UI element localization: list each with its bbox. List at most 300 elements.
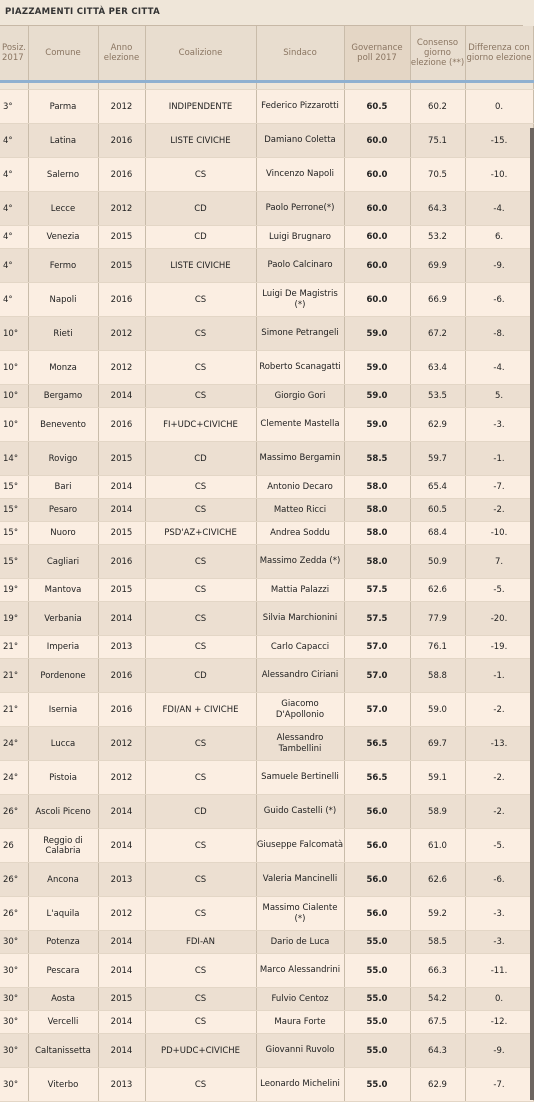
cell-governance: 56.0 bbox=[344, 795, 410, 829]
cell-comune: Pescara bbox=[28, 954, 98, 988]
cell-pos: 4° bbox=[0, 226, 28, 249]
cell-differenza: -1. bbox=[465, 442, 533, 476]
cell-governance: 60.0 bbox=[344, 124, 410, 158]
cell-sindaco: Massimo Cialente (*) bbox=[256, 897, 344, 931]
cell-comune: Caltanissetta bbox=[28, 1034, 98, 1068]
table-row[interactable] bbox=[0, 795, 533, 829]
cell-consenso: 60.5 bbox=[410, 499, 465, 522]
cell-consenso: 58.8 bbox=[410, 659, 465, 693]
cell-comune: Aosta bbox=[28, 988, 98, 1011]
table-row[interactable] bbox=[0, 1034, 533, 1068]
cell-consenso: 59.1 bbox=[410, 761, 465, 795]
cell-governance: 60.0 bbox=[344, 158, 410, 192]
table-row[interactable] bbox=[0, 351, 533, 385]
cell-coalizione: CS bbox=[145, 385, 256, 408]
table-row[interactable] bbox=[0, 602, 533, 636]
cell-coalizione: CS bbox=[145, 476, 256, 499]
table-row[interactable] bbox=[0, 954, 533, 988]
cell-coalizione: CS bbox=[145, 1068, 256, 1102]
cell-consenso: 54.2 bbox=[410, 988, 465, 1011]
cell-comune: Parma bbox=[28, 90, 98, 124]
cell-consenso: 60.2 bbox=[410, 90, 465, 124]
cell-consenso: 62.6 bbox=[410, 579, 465, 602]
cell-anno: 2016 bbox=[98, 659, 145, 693]
cell-consenso: 50.9 bbox=[410, 545, 465, 579]
header-coalizione[interactable]: Coalizione bbox=[145, 26, 256, 82]
cell-comune: Viterbo bbox=[28, 1068, 98, 1102]
cell-governance: 55.0 bbox=[344, 1011, 410, 1034]
cell-differenza: -9. bbox=[465, 1034, 533, 1068]
cell-anno: 2012 bbox=[98, 317, 145, 351]
table-row[interactable] bbox=[0, 158, 533, 192]
cell-sindaco: Damiano Coletta bbox=[256, 124, 344, 158]
cell-coalizione: CS bbox=[145, 283, 256, 317]
cell-coalizione: CS bbox=[145, 897, 256, 931]
table-row[interactable] bbox=[0, 545, 533, 579]
cell-coalizione: CS bbox=[145, 988, 256, 1011]
cell-coalizione: CD bbox=[145, 442, 256, 476]
cell-anno: 2012 bbox=[98, 192, 145, 226]
cell-governance: 57.5 bbox=[344, 579, 410, 602]
header-sindaco[interactable]: Sindaco bbox=[256, 26, 344, 82]
cell-anno: 2015 bbox=[98, 249, 145, 283]
cell-consenso: 53.2 bbox=[410, 226, 465, 249]
cell-differenza: -20. bbox=[465, 602, 533, 636]
table-row[interactable] bbox=[0, 522, 533, 545]
cell-sindaco: Dario de Luca bbox=[256, 931, 344, 954]
cell-sindaco: Silvia Marchionini bbox=[256, 602, 344, 636]
cell-coalizione: CS bbox=[145, 829, 256, 863]
cell-coalizione: LISTE CIVICHE bbox=[145, 249, 256, 283]
cell-sindaco: Fulvio Centoz bbox=[256, 988, 344, 1011]
cell-differenza: -11. bbox=[465, 954, 533, 988]
cell-pos: 21° bbox=[0, 636, 28, 659]
cell-governance: 60.0 bbox=[344, 192, 410, 226]
header-anno[interactable]: Anno elezione bbox=[98, 26, 145, 82]
cell-coalizione: CS bbox=[145, 954, 256, 988]
cell-differenza: -6. bbox=[465, 283, 533, 317]
table-row[interactable] bbox=[0, 408, 533, 442]
cell-anno: 2012 bbox=[98, 727, 145, 761]
table-row[interactable] bbox=[0, 283, 533, 317]
cell-anno: 2016 bbox=[98, 545, 145, 579]
cell-pos: 15° bbox=[0, 476, 28, 499]
cell-consenso: 67.2 bbox=[410, 317, 465, 351]
cell-coalizione: CS bbox=[145, 351, 256, 385]
cell-coalizione: FDI-AN bbox=[145, 931, 256, 954]
cell-pos: 26° bbox=[0, 897, 28, 931]
cell-coalizione: CS bbox=[145, 761, 256, 795]
cell-anno: 2016 bbox=[98, 408, 145, 442]
cell-sindaco: Simone Petrangeli bbox=[256, 317, 344, 351]
cell-differenza: -10. bbox=[465, 522, 533, 545]
cell-governance: 55.0 bbox=[344, 1068, 410, 1102]
cell-coalizione: CD bbox=[145, 795, 256, 829]
cell-coalizione: CS bbox=[145, 602, 256, 636]
cell-governance: 60.0 bbox=[344, 226, 410, 249]
table-row[interactable] bbox=[0, 988, 533, 1011]
cell-consenso: 76.1 bbox=[410, 636, 465, 659]
cell-consenso: 58.9 bbox=[410, 795, 465, 829]
table-row[interactable] bbox=[0, 693, 533, 727]
cell-coalizione: CS bbox=[145, 579, 256, 602]
cell-sindaco: Mattia Palazzi bbox=[256, 579, 344, 602]
header-comune[interactable]: Comune bbox=[28, 26, 98, 82]
cell-sindaco: Roberto Scanagatti bbox=[256, 351, 344, 385]
cell-differenza: -8. bbox=[465, 317, 533, 351]
cell-pos: 30° bbox=[0, 1068, 28, 1102]
cell-governance: 57.0 bbox=[344, 693, 410, 727]
cell-anno: 2015 bbox=[98, 988, 145, 1011]
cell-coalizione: CS bbox=[145, 1011, 256, 1034]
cell-consenso: 68.4 bbox=[410, 522, 465, 545]
cell-comune: Cagliari bbox=[28, 545, 98, 579]
cell-sindaco: Massimo Bergamin bbox=[256, 442, 344, 476]
cell-consenso: 62.6 bbox=[410, 863, 465, 897]
cell-differenza: -4. bbox=[465, 192, 533, 226]
cell-anno: 2016 bbox=[98, 693, 145, 727]
header-gap bbox=[0, 82, 533, 90]
cell-comune: Reggio di Calabria bbox=[28, 829, 98, 863]
cell-pos: 21° bbox=[0, 693, 28, 727]
table-row[interactable] bbox=[0, 226, 533, 249]
cell-differenza: 6. bbox=[465, 226, 533, 249]
cell-consenso: 77.9 bbox=[410, 602, 465, 636]
table-row[interactable] bbox=[0, 90, 533, 124]
cell-pos: 10° bbox=[0, 408, 28, 442]
cell-governance: 60.0 bbox=[344, 283, 410, 317]
cell-sindaco: Giuseppe Falcomatà bbox=[256, 829, 344, 863]
cell-pos: 26° bbox=[0, 795, 28, 829]
cell-coalizione: INDIPENDENTE bbox=[145, 90, 256, 124]
cell-sindaco: Carlo Capacci bbox=[256, 636, 344, 659]
cell-coalizione: CS bbox=[145, 158, 256, 192]
cell-anno: 2014 bbox=[98, 385, 145, 408]
table-row[interactable] bbox=[0, 249, 533, 283]
cell-governance: 57.0 bbox=[344, 636, 410, 659]
cell-consenso: 70.5 bbox=[410, 158, 465, 192]
cell-differenza: 0. bbox=[465, 90, 533, 124]
cell-consenso: 64.3 bbox=[410, 1034, 465, 1068]
cell-anno: 2015 bbox=[98, 442, 145, 476]
table-row[interactable] bbox=[0, 476, 533, 499]
cell-sindaco: Federico Pizzarotti bbox=[256, 90, 344, 124]
cell-consenso: 67.5 bbox=[410, 1011, 465, 1034]
table-row[interactable] bbox=[0, 897, 533, 931]
cell-coalizione: CS bbox=[145, 636, 256, 659]
cell-differenza: -7. bbox=[465, 476, 533, 499]
table-row[interactable] bbox=[0, 124, 533, 158]
cell-pos: 30° bbox=[0, 931, 28, 954]
cell-anno: 2014 bbox=[98, 829, 145, 863]
rankings-table bbox=[0, 26, 534, 1102]
cell-differenza: -3. bbox=[465, 897, 533, 931]
cell-comune: Pistoia bbox=[28, 761, 98, 795]
cell-differenza: -3. bbox=[465, 931, 533, 954]
cell-comune: Verbania bbox=[28, 602, 98, 636]
cell-comune: Napoli bbox=[28, 283, 98, 317]
cell-consenso: 62.9 bbox=[410, 408, 465, 442]
cell-coalizione: LISTE CIVICHE bbox=[145, 124, 256, 158]
cell-consenso: 58.5 bbox=[410, 931, 465, 954]
cell-governance: 57.5 bbox=[344, 602, 410, 636]
cell-differenza: -2. bbox=[465, 499, 533, 522]
table-row[interactable] bbox=[0, 863, 533, 897]
table-body bbox=[0, 82, 533, 1102]
table-title: PIAZZAMENTI CITTÀ PER CITTA bbox=[0, 0, 523, 26]
cell-pos: 4° bbox=[0, 192, 28, 226]
cell-differenza: -13. bbox=[465, 727, 533, 761]
cell-sindaco: Massimo Zedda (*) bbox=[256, 545, 344, 579]
header-governance[interactable]: Governance poll 2017 bbox=[344, 26, 410, 82]
table-row[interactable] bbox=[0, 385, 533, 408]
cell-governance: 59.0 bbox=[344, 351, 410, 385]
cell-pos: 21° bbox=[0, 659, 28, 693]
cell-governance: 58.0 bbox=[344, 545, 410, 579]
cell-comune: Rovigo bbox=[28, 442, 98, 476]
table-row[interactable] bbox=[0, 931, 533, 954]
cell-anno: 2014 bbox=[98, 499, 145, 522]
cell-differenza: -7. bbox=[465, 1068, 533, 1102]
cell-governance: 59.0 bbox=[344, 408, 410, 442]
cell-comune: Fermo bbox=[28, 249, 98, 283]
cell-pos: 3° bbox=[0, 90, 28, 124]
header-pos[interactable]: Posiz. 2017 bbox=[0, 26, 28, 82]
cell-comune: L'aquila bbox=[28, 897, 98, 931]
cell-consenso: 61.0 bbox=[410, 829, 465, 863]
table-row[interactable] bbox=[0, 317, 533, 351]
cell-sindaco: Samuele Bertinelli bbox=[256, 761, 344, 795]
cell-coalizione: CS bbox=[145, 727, 256, 761]
cell-pos: 30° bbox=[0, 1011, 28, 1034]
cell-differenza: -1. bbox=[465, 659, 533, 693]
cell-differenza: -4. bbox=[465, 351, 533, 385]
cell-comune: Benevento bbox=[28, 408, 98, 442]
cell-governance: 56.0 bbox=[344, 897, 410, 931]
cell-coalizione: PD+UDC+CIVICHE bbox=[145, 1034, 256, 1068]
cell-comune: Latina bbox=[28, 124, 98, 158]
cell-pos: 26 bbox=[0, 829, 28, 863]
cell-comune: Nuoro bbox=[28, 522, 98, 545]
cell-sindaco: Clemente Mastella bbox=[256, 408, 344, 442]
cell-differenza: -12. bbox=[465, 1011, 533, 1034]
cell-consenso: 62.9 bbox=[410, 1068, 465, 1102]
cell-anno: 2012 bbox=[98, 90, 145, 124]
cell-anno: 2016 bbox=[98, 283, 145, 317]
cell-coalizione: CD bbox=[145, 659, 256, 693]
cell-coalizione: FI+UDC+CIVICHE bbox=[145, 408, 256, 442]
cell-pos: 24° bbox=[0, 727, 28, 761]
cell-consenso: 53.5 bbox=[410, 385, 465, 408]
cell-comune: Lucca bbox=[28, 727, 98, 761]
cell-comune: Imperia bbox=[28, 636, 98, 659]
cell-anno: 2013 bbox=[98, 1068, 145, 1102]
table-row[interactable] bbox=[0, 761, 533, 795]
cell-comune: Ascoli Piceno bbox=[28, 795, 98, 829]
cell-comune: Potenza bbox=[28, 931, 98, 954]
cell-anno: 2014 bbox=[98, 1011, 145, 1034]
cell-comune: Bergamo bbox=[28, 385, 98, 408]
cell-coalizione: CS bbox=[145, 317, 256, 351]
table-row[interactable] bbox=[0, 1068, 533, 1102]
cell-sindaco: Giorgio Gori bbox=[256, 385, 344, 408]
cell-anno: 2016 bbox=[98, 158, 145, 192]
cell-comune: Pesaro bbox=[28, 499, 98, 522]
cell-sindaco: Alessandro Ciriani bbox=[256, 659, 344, 693]
cell-sindaco: Luigi Brugnaro bbox=[256, 226, 344, 249]
cell-differenza: 0. bbox=[465, 988, 533, 1011]
cell-sindaco: Matteo Ricci bbox=[256, 499, 344, 522]
table-row[interactable] bbox=[0, 499, 533, 522]
table-row[interactable] bbox=[0, 727, 533, 761]
cell-anno: 2015 bbox=[98, 579, 145, 602]
cell-pos: 24° bbox=[0, 761, 28, 795]
cell-pos: 10° bbox=[0, 351, 28, 385]
cell-sindaco: Vincenzo Napoli bbox=[256, 158, 344, 192]
cell-differenza: -2. bbox=[465, 761, 533, 795]
cell-coalizione: CS bbox=[145, 863, 256, 897]
cell-anno: 2013 bbox=[98, 636, 145, 659]
cell-sindaco: Giacomo D'Apollonio bbox=[256, 693, 344, 727]
cell-pos: 30° bbox=[0, 954, 28, 988]
cell-comune: Isernia bbox=[28, 693, 98, 727]
cell-governance: 55.0 bbox=[344, 931, 410, 954]
cell-differenza: -3. bbox=[465, 408, 533, 442]
cell-governance: 58.0 bbox=[344, 476, 410, 499]
cell-pos: 30° bbox=[0, 1034, 28, 1068]
cell-coalizione: CD bbox=[145, 226, 256, 249]
cell-anno: 2014 bbox=[98, 931, 145, 954]
cell-sindaco: Andrea Soddu bbox=[256, 522, 344, 545]
header-differenza[interactable]: Differenza con giorno elezione bbox=[465, 26, 533, 82]
cell-differenza: -10. bbox=[465, 158, 533, 192]
cell-comune: Lecce bbox=[28, 192, 98, 226]
cell-pos: 4° bbox=[0, 124, 28, 158]
cell-consenso: 66.9 bbox=[410, 283, 465, 317]
cell-anno: 2014 bbox=[98, 476, 145, 499]
cell-differenza: 7. bbox=[465, 545, 533, 579]
cell-comune: Ancona bbox=[28, 863, 98, 897]
cell-consenso: 66.3 bbox=[410, 954, 465, 988]
cell-differenza: -6. bbox=[465, 863, 533, 897]
cell-differenza: -15. bbox=[465, 124, 533, 158]
cell-governance: 56.5 bbox=[344, 727, 410, 761]
cell-anno: 2014 bbox=[98, 954, 145, 988]
cell-comune: Venezia bbox=[28, 226, 98, 249]
table-row[interactable] bbox=[0, 659, 533, 693]
table-row[interactable] bbox=[0, 442, 533, 476]
cell-pos: 10° bbox=[0, 317, 28, 351]
cell-pos: 15° bbox=[0, 545, 28, 579]
cell-anno: 2014 bbox=[98, 795, 145, 829]
cell-anno: 2016 bbox=[98, 124, 145, 158]
cell-coalizione: CD bbox=[145, 192, 256, 226]
cell-comune: Monza bbox=[28, 351, 98, 385]
cell-consenso: 64.3 bbox=[410, 192, 465, 226]
cell-differenza: 5. bbox=[465, 385, 533, 408]
cell-governance: 58.0 bbox=[344, 522, 410, 545]
cell-differenza: -19. bbox=[465, 636, 533, 659]
cell-governance: 56.0 bbox=[344, 863, 410, 897]
cell-consenso: 75.1 bbox=[410, 124, 465, 158]
cell-consenso: 63.4 bbox=[410, 351, 465, 385]
cell-consenso: 65.4 bbox=[410, 476, 465, 499]
cell-governance: 59.0 bbox=[344, 317, 410, 351]
cell-governance: 55.0 bbox=[344, 1034, 410, 1068]
cell-pos: 19° bbox=[0, 579, 28, 602]
table-row[interactable] bbox=[0, 636, 533, 659]
cell-sindaco: Giovanni Ruvolo bbox=[256, 1034, 344, 1068]
cell-pos: 15° bbox=[0, 499, 28, 522]
cell-sindaco: Paolo Calcinaro bbox=[256, 249, 344, 283]
cell-governance: 56.0 bbox=[344, 829, 410, 863]
cell-governance: 55.0 bbox=[344, 988, 410, 1011]
cell-pos: 14° bbox=[0, 442, 28, 476]
cell-governance: 60.5 bbox=[344, 90, 410, 124]
cell-sindaco: Maura Forte bbox=[256, 1011, 344, 1034]
cell-sindaco: Paolo Perrone(*) bbox=[256, 192, 344, 226]
cell-governance: 58.0 bbox=[344, 499, 410, 522]
cell-pos: 26° bbox=[0, 863, 28, 897]
cell-sindaco: Guido Castelli (*) bbox=[256, 795, 344, 829]
cell-differenza: -2. bbox=[465, 693, 533, 727]
cell-anno: 2012 bbox=[98, 761, 145, 795]
cell-comune: Bari bbox=[28, 476, 98, 499]
cell-comune: Vercelli bbox=[28, 1011, 98, 1034]
cell-anno: 2015 bbox=[98, 522, 145, 545]
cell-governance: 56.5 bbox=[344, 761, 410, 795]
cell-governance: 58.5 bbox=[344, 442, 410, 476]
header-consenso[interactable]: Consenso giorno elezione (**) bbox=[410, 26, 465, 82]
cell-coalizione: CS bbox=[145, 499, 256, 522]
cell-anno: 2015 bbox=[98, 226, 145, 249]
header-row bbox=[0, 26, 533, 82]
cell-governance: 59.0 bbox=[344, 385, 410, 408]
cell-consenso: 59.2 bbox=[410, 897, 465, 931]
cell-comune: Salerno bbox=[28, 158, 98, 192]
cell-coalizione: PSD'AZ+CIVICHE bbox=[145, 522, 256, 545]
cell-consenso: 69.9 bbox=[410, 249, 465, 283]
table-row[interactable] bbox=[0, 829, 533, 863]
cell-anno: 2012 bbox=[98, 351, 145, 385]
scrollbar[interactable] bbox=[530, 128, 534, 1100]
table-row[interactable] bbox=[0, 1011, 533, 1034]
cell-anno: 2012 bbox=[98, 897, 145, 931]
cell-governance: 60.0 bbox=[344, 249, 410, 283]
cell-consenso: 59.7 bbox=[410, 442, 465, 476]
cell-governance: 57.0 bbox=[344, 659, 410, 693]
cell-pos: 4° bbox=[0, 249, 28, 283]
cell-pos: 4° bbox=[0, 283, 28, 317]
cell-sindaco: Alessandro Tambellini bbox=[256, 727, 344, 761]
cell-pos: 30° bbox=[0, 988, 28, 1011]
table-row[interactable] bbox=[0, 579, 533, 602]
table-row[interactable] bbox=[0, 192, 533, 226]
cell-governance: 55.0 bbox=[344, 954, 410, 988]
cell-coalizione: FDI/AN + CIVICHE bbox=[145, 693, 256, 727]
cell-comune: Rieti bbox=[28, 317, 98, 351]
cell-consenso: 69.7 bbox=[410, 727, 465, 761]
cell-sindaco: Antonio Decaro bbox=[256, 476, 344, 499]
cell-anno: 2014 bbox=[98, 602, 145, 636]
cell-comune: Mantova bbox=[28, 579, 98, 602]
cell-differenza: -2. bbox=[465, 795, 533, 829]
cell-consenso: 59.0 bbox=[410, 693, 465, 727]
cell-sindaco: Marco Alessandrini bbox=[256, 954, 344, 988]
cell-sindaco: Leonardo Michelini bbox=[256, 1068, 344, 1102]
cell-differenza: -9. bbox=[465, 249, 533, 283]
cell-comune: Pordenone bbox=[28, 659, 98, 693]
